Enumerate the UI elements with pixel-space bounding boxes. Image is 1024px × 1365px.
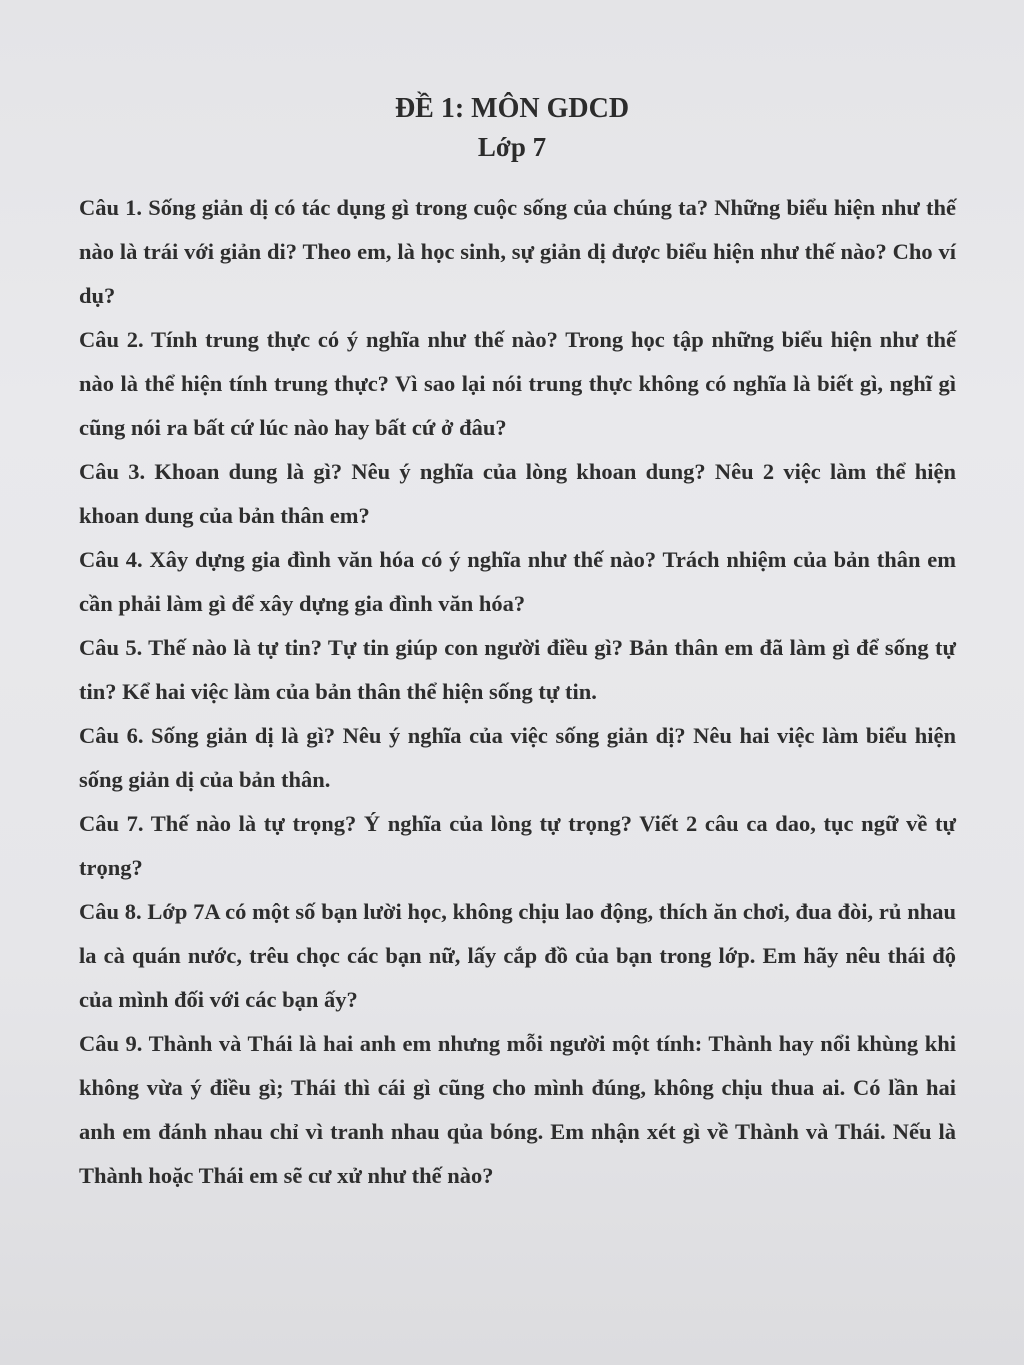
question-4: Câu 4. Xây dựng gia đình văn hóa có ý nghĩa như thế nào? Trách nhiệm của bản thân em cần phải làm gì để xây dựng gia đình văn hóa? (79, 547, 956, 616)
question-list (79, 186, 956, 1198)
page-title: ĐỀ 1: MÔN GDCD (394, 93, 630, 124)
question-7: Câu 7. Thế nào là tự trọng? Ý nghĩa của lòng tự trọng? Viết 2 câu ca dao, tục ngữ về tự trọng? (79, 811, 956, 880)
question-2: Câu 2. Tính trung thực có ý nghĩa như thế nào? Trong học tập những biểu hiện như thế nào là thể hiện tính trung thực? Vì sao lại nói trung thực không có nghĩa là biết gì, nghĩ gì cũng nói ra bất cứ lúc nào hay bất cứ ở đâu? (79, 327, 956, 440)
grade-subtitle: Lớp 7 (477, 132, 547, 162)
question-8: Câu 8. Lớp 7A có một số bạn lười học, không chịu lao động, thích ăn chơi, đua đòi, rủ nhau la cà quán nước, trêu chọc các bạn nữ, lấy cắp đồ của bạn trong lớp. Em hãy nêu thái độ của mình đối với các bạn ấy? (79, 899, 956, 1012)
question-9: Câu 9. Thành và Thái là hai anh em nhưng mỗi người một tính: Thành hay nổi khùng khi không vừa ý điều gì; Thái thì cái gì cũng cho mình đúng, không chịu thua ai. Có lần hai anh em đánh nhau chỉ vì tranh nhau qủa bóng. Em nhận xét gì về Thành và Thái. Nếu là Thành hoặc Thái em sẽ cư xử như thế nào? (79, 1031, 956, 1188)
question-1: Câu 1. Sống giản dị có tác dụng gì trong cuộc sống của chúng ta? Những biểu hiện như thế nào là trái với giản di? Theo em, là học sinh, sự giản dị được biểu hiện như thế nào? Cho ví dụ? (79, 195, 956, 308)
question-5: Câu 5. Thế nào là tự tin? Tự tin giúp con người điều gì? Bản thân em đã làm gì để sống tự tin? Kể hai việc làm của bản thân thể hiện sống tự tin. (79, 635, 956, 704)
question-3: Câu 3. Khoan dung là gì? Nêu ý nghĩa của lòng khoan dung? Nêu 2 việc làm thể hiện khoan dung của bản thân em? (79, 459, 956, 528)
header (0, 92, 1024, 164)
question-6: Câu 6. Sống giản dị là gì? Nêu ý nghĩa của việc sống giản dị? Nêu hai việc làm biểu hiện sống giản dị của bản thân. (79, 723, 956, 792)
